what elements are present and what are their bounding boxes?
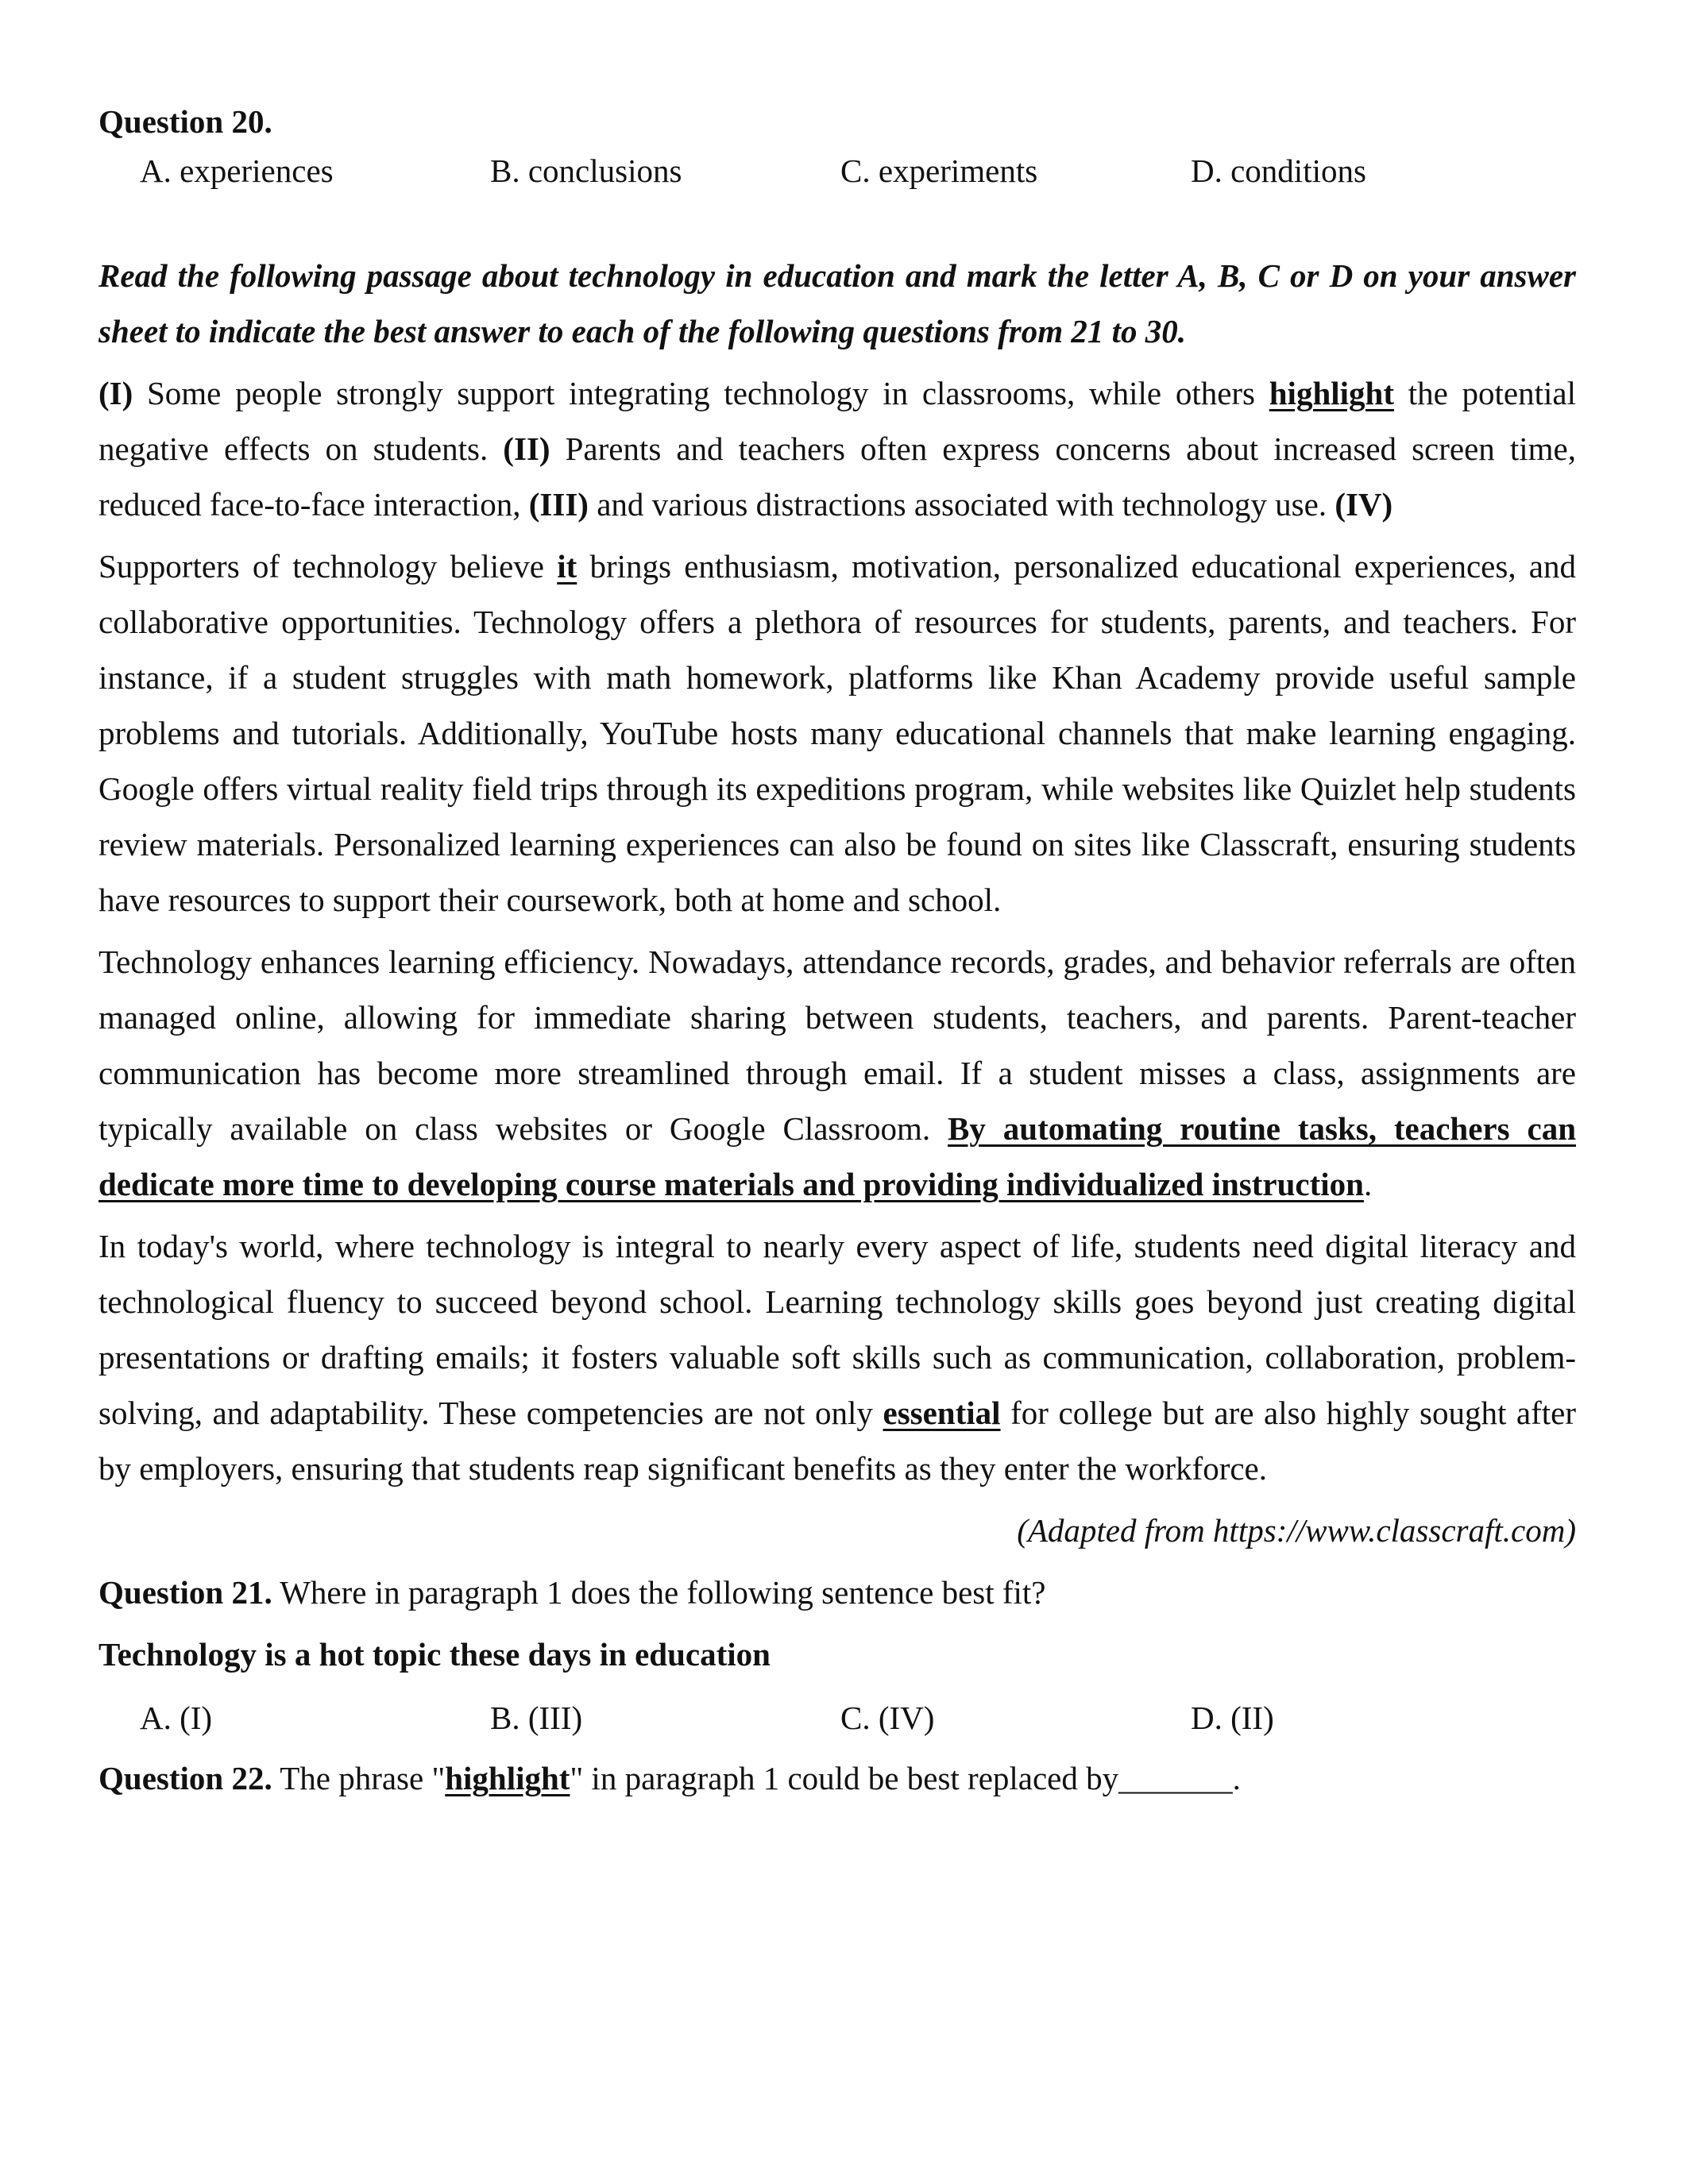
- option-a: A. experiences: [140, 152, 334, 189]
- option-b: B. conclusions: [490, 152, 682, 189]
- option-d: D. conditions: [1191, 152, 1366, 189]
- question-21-options: [140, 1688, 1576, 1747]
- question-22-text-1: The phrase ": [272, 1760, 446, 1796]
- question-22: [98, 1750, 1576, 1806]
- exam-page: [98, 97, 1576, 1812]
- marker-iv: (IV): [1335, 486, 1393, 523]
- paragraph-1: [98, 365, 1576, 532]
- p1-text-1: Some people strongly support integrating technology in classrooms, while others: [133, 375, 1269, 411]
- option-d: D. (II): [1191, 1700, 1274, 1736]
- p3-text-2: .: [1363, 1166, 1373, 1202]
- marker-i: (I): [98, 375, 133, 411]
- question-22-text-2: " in paragraph 1 could be best replaced by_______.: [570, 1760, 1241, 1796]
- marker-ii: (II): [503, 430, 550, 467]
- p1-text-2: the potential negative effects on students.: [98, 375, 1576, 467]
- it-word: it: [557, 548, 577, 585]
- p3-text-1: Technology enhances learning efficiency. Nowadays, attendance records, grades, and behavior referrals are often managed online, allowing for immediate sharing between students, teachers, and parents. Parent-teacher communication has become more streamlined through email. If a student misses a class, assignments are typically available on class websites or Google Classroom.: [98, 943, 1576, 1147]
- question-20-options: [140, 146, 1576, 195]
- question-22-label: Question 22.: [98, 1760, 272, 1796]
- highlight-word: highlight: [1269, 375, 1394, 411]
- question-21-label: Question 21.: [98, 1574, 272, 1611]
- option-b: B. (III): [490, 1700, 583, 1736]
- question-21: [98, 1565, 1576, 1620]
- paragraph-2: [98, 538, 1576, 928]
- marker-iii: (III): [528, 486, 589, 523]
- p1-text-4: and various distractions associated with technology use.: [588, 486, 1335, 523]
- p2-text-2: brings enthusiasm, motivation, personalized educational experiences, and collaborative opportunities. Technology offers a plethora of resources for students, parents, and teachers. For instance, if a student struggles with math homework, platforms like Khan Academy provide useful sample problems and tutorials. Additionally, YouTube hosts many educational channels that make learning engaging. Google offers virtual reality field trips through its expeditions program, while websites like Quizlet help students review materials. Personalized learning experiences can also be found on sites like Classcraft, ensuring students have resources to support their coursework, both at home and school.: [98, 548, 1576, 918]
- option-a: A. (I): [140, 1700, 213, 1736]
- question-22-word: highlight: [445, 1760, 570, 1796]
- p4-text-2: for college but are also highly sought after by employers, ensuring that students reap significant benefits as they enter the workforce.: [98, 1395, 1576, 1487]
- question-21-sentence: Technology is a hot topic these days in education: [98, 1636, 771, 1673]
- p1-text-3: Parents and teachers often express concerns about increased screen time, reduced face-to-face interaction,: [98, 430, 1576, 523]
- essential-word: essential: [883, 1395, 1001, 1431]
- source-citation: (Adapted from https://www.classcraft.com): [1017, 1512, 1576, 1549]
- option-c: C. experiments: [840, 152, 1038, 189]
- paragraph-3: [98, 934, 1576, 1212]
- question-21-text: Where in paragraph 1 does the following sentence best fit?: [272, 1574, 1046, 1611]
- p2-text-1: Supporters of technology believe: [98, 548, 558, 585]
- reading-instruction: Read the following passage about technology in education and mark the letter A, B, C or D on your answer sheet to indicate the best answer to each of the following questions from 21 to 30.: [98, 257, 1576, 349]
- p4-text-1: In today's world, where technology is integral to nearly every aspect of life, students need digital literacy and technological fluency to succeed beyond school. Learning technology skills goes beyond just creating digital presentations or drafting emails; it fosters valuable soft skills such as communication, collaboration, problem-solving, and adaptability. These competencies are not only: [98, 1228, 1576, 1431]
- paragraph-4: [98, 1218, 1576, 1496]
- option-c: C. (IV): [840, 1700, 935, 1736]
- underlined-sentence: By automating routine tasks, teachers can dedicate more time to developing course materials and providing individualized instruction: [98, 1110, 1576, 1202]
- question-20-label: Question 20.: [98, 103, 272, 140]
